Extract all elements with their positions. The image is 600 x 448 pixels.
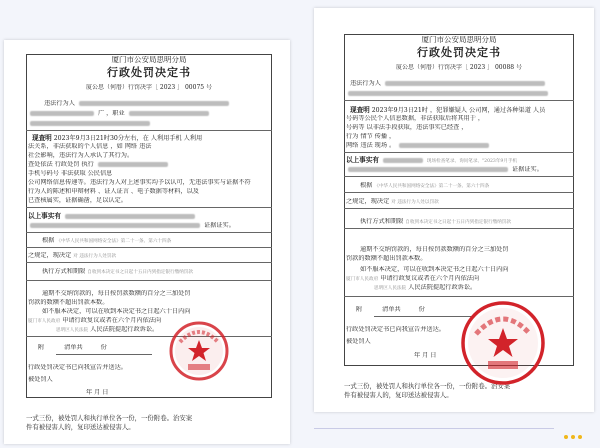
appeal-authority: 厦门市人民政府 xyxy=(346,277,379,282)
divider xyxy=(344,296,574,297)
offender-line xyxy=(44,100,272,108)
appeal-text: 人民法院提起行政诉讼。 xyxy=(90,326,159,333)
document-body xyxy=(26,54,272,432)
offender-line-2 xyxy=(346,90,574,98)
appeal-line-1: 如不服本决定，可以在收到本决定书之日起六十日内向 xyxy=(360,266,509,273)
redacted-text xyxy=(399,143,489,148)
redacted-text xyxy=(348,167,508,172)
offender-line-3 xyxy=(28,120,272,128)
offender-label: 违法行为人 xyxy=(350,80,381,87)
divider xyxy=(26,336,272,337)
redacted-text xyxy=(65,214,195,219)
divider xyxy=(26,207,272,208)
evidence-line-1 xyxy=(28,212,272,221)
decision-label: 之规定，现决定 xyxy=(346,198,390,205)
appeal-line-3 xyxy=(56,326,272,335)
facts-label: 现查明 xyxy=(350,106,370,114)
facts-line-2: 号码等公民个人信息数据，非法获取后将其用于 ， xyxy=(346,115,485,122)
decorative-line xyxy=(314,428,554,429)
document-title: 行政处罚决定书 xyxy=(417,46,501,59)
redacted-text xyxy=(348,91,548,96)
offender-occupation: 广 ，职业 xyxy=(97,110,125,117)
redacted-text xyxy=(385,81,545,86)
facts-line-5 xyxy=(346,142,574,150)
divider xyxy=(374,316,474,317)
basis-label: 根据 xyxy=(360,182,373,189)
execution-label: 执行方式和期限 xyxy=(360,218,404,225)
evidence-items: 现场检查笔录、询问笔录、"2023年9月手机 xyxy=(426,159,518,164)
evidence-confirmed: 证据证实。 xyxy=(511,166,543,173)
facts-text: 2023年9月3日21时30分左右，在 人利用手机 人利用 xyxy=(53,135,203,142)
redacted-text xyxy=(79,101,229,106)
evidence-confirmed: 证据证实。 xyxy=(203,222,235,229)
delivery-statement: 行政处罚决定书已向我宣告并送达。 xyxy=(346,326,445,333)
divider xyxy=(344,152,574,153)
decorative-dots xyxy=(564,424,585,443)
appeal-line-2 xyxy=(28,317,272,326)
facts-line-1 xyxy=(350,106,574,115)
attachment-label: 附 xyxy=(38,344,45,351)
facts-line-2: 法关系，非法获取的个人信息 ，如 网络 违法 xyxy=(28,143,152,150)
document-title: 行政处罚决定书 xyxy=(107,66,191,79)
divider xyxy=(26,130,272,131)
late-payment-line-2: 罚款的数额不超出罚款本数。 xyxy=(346,255,427,262)
document-footer xyxy=(26,414,272,432)
execution-text: 自收到本决定书之日起十五日内到指定银行缴纳罚款 xyxy=(87,270,193,275)
divider xyxy=(344,228,574,229)
footer-line-2: 件有被侵害人的，复印送达被侵害人。 xyxy=(26,423,135,431)
divider xyxy=(344,176,574,177)
divider xyxy=(344,208,574,209)
signature-date: 年 月 日 xyxy=(414,352,437,359)
issuing-org: 厦门市公安局思明分局 xyxy=(421,36,497,44)
basis-line xyxy=(42,237,272,246)
decision-line xyxy=(28,252,272,261)
evidence-line-2 xyxy=(346,166,574,174)
redacted-text xyxy=(30,111,94,116)
attachment-line xyxy=(38,344,272,352)
basis-label: 根据 xyxy=(42,237,55,244)
offender-line-2 xyxy=(28,110,272,118)
decision-text: 对 违法行为人处罚款 xyxy=(73,254,117,259)
divider xyxy=(26,247,272,248)
facts-line-4 xyxy=(28,161,272,169)
basis-line xyxy=(360,182,574,191)
facts-line-3: 号码等 以非法手段获取，违法事实已经查 ， xyxy=(346,124,468,131)
attachment-unit: 份 xyxy=(100,344,107,351)
evidence-label: 以上事实有 xyxy=(346,156,379,164)
recipient-label: 被处罚人 xyxy=(346,338,371,345)
evidence-line-1 xyxy=(346,156,574,166)
facts-label: 现查明 xyxy=(32,134,52,142)
footer-line-1: 一式三份，被处罚人和执行单位各一份，一份附卷。治安案 xyxy=(344,382,511,390)
footer-line-1: 一式三份，被处罚人和执行单位各一份，一份附卷。治安案 xyxy=(26,414,193,422)
facts-line-4: 行为 情节 传播 ， xyxy=(346,133,396,140)
basis-text: 《中华人民共和国网络安全法》第二十一条、第六十四条 xyxy=(374,184,490,189)
appeal-text: 申请行政复议或者在六个月内依法向 xyxy=(380,275,480,282)
divider xyxy=(26,232,272,233)
facts-line-1 xyxy=(32,134,272,143)
recipient-label: 被处罚人 xyxy=(28,376,53,383)
offender-label: 违法行为人 xyxy=(44,100,75,107)
appeal-court: 思明区人民法院 xyxy=(56,328,89,333)
facts-line-6: 公司网络信息传递等。违法行为人对上述事实均予以认可，无违法事实与证据不符 xyxy=(28,179,251,186)
execution-text: 自收到本决定书之日起十五日内到指定银行缴纳罚款 xyxy=(405,220,511,225)
redacted-text xyxy=(129,111,209,116)
evidence-line-2 xyxy=(28,222,272,230)
evidence-label: 以上事实有 xyxy=(28,212,61,220)
footer-line-2: 件有被侵害人的，复印送达被侵害人。 xyxy=(344,391,453,399)
appeal-court: 思明区人民法院 xyxy=(374,286,407,291)
attachment-label: 附 xyxy=(356,306,363,313)
appeal-authority: 厦门市人民政府 xyxy=(28,319,61,324)
decision-document-right xyxy=(314,8,594,412)
late-payment-line-2: 罚款的数额不超出罚款本数。 xyxy=(28,299,109,306)
facts-text: 网络 违法 现场 。 xyxy=(346,142,396,149)
decision-text: 对 违法行为人处以罚款 xyxy=(391,200,439,205)
divider xyxy=(344,192,574,193)
execution-line xyxy=(360,218,574,227)
appeal-text: 申请行政复议或者在六个月内依法向 xyxy=(62,317,162,324)
document-number: 厦公思（何厝）行罚决字［ 2023 ］ 00088 号 xyxy=(396,64,522,71)
signature-date: 年 月 日 xyxy=(86,389,109,396)
attachment-list-label: 清单共 xyxy=(382,306,401,313)
redacted-text xyxy=(98,162,168,167)
facts-line-3: 社会影响，违法行为人承认了其行为。 xyxy=(28,152,134,159)
divider xyxy=(344,100,574,101)
divider xyxy=(26,280,272,281)
official-seal-right xyxy=(460,300,546,386)
redacted-text xyxy=(30,223,200,228)
divider xyxy=(26,262,272,263)
attachment-unit: 份 xyxy=(418,306,425,313)
facts-line-7: 行为人的陈述和申辩材料 、证人证言 、电子数据等材料，以及 xyxy=(28,188,199,195)
facts-line-8: 已查核属实，证据确凿，足以认定。 xyxy=(28,197,127,204)
appeal-line-3 xyxy=(374,284,574,293)
offender-line xyxy=(350,80,574,88)
late-payment-line-1: 逾期不交纳罚款的，每日按罚款数额的百分之三加处罚 xyxy=(42,290,191,297)
basis-text: 《中华人民共和国网络安全法》第二十一条、第六十四条 xyxy=(56,239,172,244)
execution-label: 执行方式和期限 xyxy=(42,268,86,275)
execution-line xyxy=(42,268,272,277)
appeal-line-2 xyxy=(346,275,574,284)
redacted-text xyxy=(30,121,150,126)
divider xyxy=(56,354,152,355)
facts-text: 2023年9月3日21时 ，犯罪嫌疑人 公司网，通过各种渠道 人员 xyxy=(371,107,546,114)
redacted-text xyxy=(383,158,423,163)
attachment-list-label: 清单共 xyxy=(64,344,83,351)
facts-line-5: 手机号码号 非法获取 公民信息 xyxy=(28,170,113,177)
decision-line xyxy=(346,198,574,207)
appeal-text: 人民法院提起行政诉讼。 xyxy=(408,284,477,291)
decision-document-left xyxy=(4,40,290,444)
document-number: 厦公思（何厝）行罚决字［ 2023 ］ 00075 号 xyxy=(86,84,212,91)
issuing-org: 厦门市公安局思明分局 xyxy=(111,56,187,64)
official-seal-left xyxy=(168,320,230,382)
facts-text: 查处依法 行政处罚 执行 xyxy=(28,161,94,168)
decision-label: 之规定，现决定 xyxy=(28,252,72,259)
late-payment-line-1: 逾期不交纳罚款的，每日按罚款数额的百分之三加处罚 xyxy=(360,246,509,253)
appeal-line-1: 如不服本决定，可以在收到本决定书之日起六十日内向 xyxy=(42,308,191,315)
delivery-statement: 行政处罚决定书已向我宣告并送达。 xyxy=(28,364,127,371)
